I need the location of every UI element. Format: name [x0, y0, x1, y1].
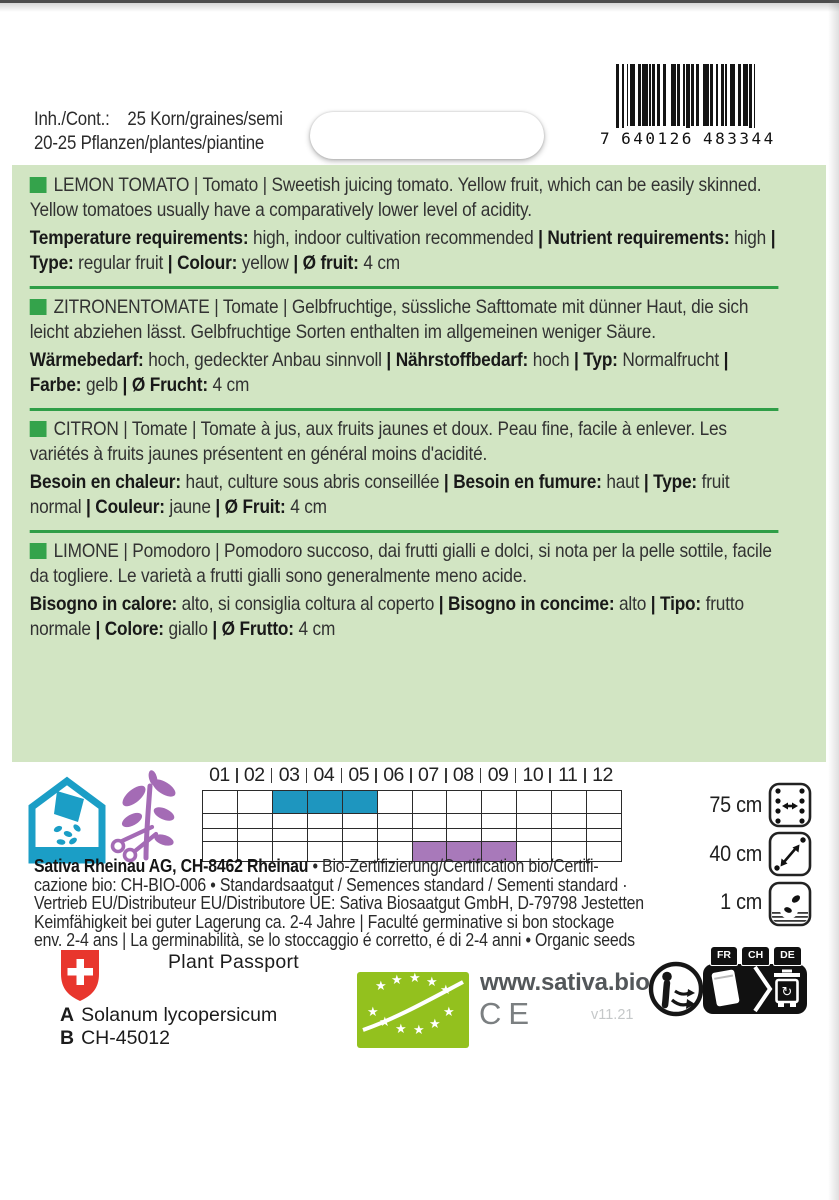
barcode-digits — [600, 128, 790, 148]
calendar-month-label: 06 — [376, 763, 411, 789]
ce-mark: CE — [479, 996, 537, 1031]
producer-line: Keimfähigkeit bei guter Lagerung ca. 2-4 Jahre | Faculté germinative si bon stockage — [34, 911, 615, 932]
calendar-month-label: 07 — [411, 763, 446, 789]
calendar-cell — [413, 791, 448, 813]
calendar-cell — [552, 814, 587, 828]
producer-line: Sativa Rheinau AG, CH-8462 Rheinau • Bio-Zertifizierung/Certification bio/Certifi- — [34, 856, 599, 876]
calendar-cell — [308, 829, 343, 841]
calendar-month-label: 12 — [592, 764, 613, 786]
variety-block-it — [12, 539, 796, 642]
variety-block-de — [12, 295, 796, 398]
barcode — [600, 64, 790, 148]
calendar-cell — [482, 791, 517, 813]
calendar-cell — [238, 829, 273, 841]
calendar-month-label: 04 — [306, 763, 341, 789]
calendar-cell — [413, 814, 448, 828]
website-url: www.sativa.bio — [480, 969, 650, 996]
recycling-badge — [703, 946, 811, 1014]
recycling-badge-body — [703, 964, 807, 1014]
calendar-month-label: 10 — [515, 763, 550, 789]
swiss-cross-shield-icon — [59, 948, 101, 1004]
producer-line: env. 2-4 ans | La germinabilità, se lo stoccaggio é corretto, é di 2-4 anni • Organic seeds — [34, 930, 635, 951]
calendar-month-label: 11 — [550, 763, 585, 789]
calendar-cell — [482, 814, 517, 828]
calendar-cell — [273, 814, 308, 828]
separator-line — [30, 530, 779, 533]
sowing-depth-label: 1 cm — [720, 889, 762, 914]
calendar-cell — [308, 791, 343, 813]
variety-specs: Besoin en chaleur: haut, culture sous abris conseillée | Besoin en fumure: haut | Type: fruit normal | Couleur: jaune | Ø Fruit: 4 cm — [29, 471, 730, 518]
row-spacing-icon — [768, 782, 812, 828]
calendar-cell — [378, 814, 413, 828]
calendar-cell — [203, 791, 238, 813]
recycling-country-tab: CH — [741, 946, 770, 966]
plant-spacing-label: 40 cm — [709, 841, 762, 866]
content-label: Inh./Cont.: — [34, 109, 110, 130]
producer-info — [34, 857, 685, 950]
calendar-cell — [517, 791, 552, 813]
green-square-bullet-icon — [30, 421, 47, 438]
barcode-bars — [616, 64, 790, 136]
calendar-cell — [552, 791, 587, 813]
calendar-cell — [273, 791, 308, 813]
separator-line — [30, 408, 779, 411]
calendar-cell — [552, 829, 587, 841]
calendar-row-sowing-protected — [203, 791, 621, 814]
recycling-country-tabs — [703, 946, 811, 966]
content-info — [34, 108, 335, 156]
variety-block-fr — [12, 417, 796, 520]
barcode-digit-group: 640126 — [621, 129, 694, 148]
green-square-bullet-icon — [30, 543, 47, 560]
calendar-cell — [378, 791, 413, 813]
separator-line — [30, 286, 779, 289]
photo-right-edge — [828, 0, 839, 1200]
calendar-cell — [587, 814, 621, 828]
calendar-cell — [517, 814, 552, 828]
calendar-cell — [413, 829, 448, 841]
passport-b-value: CH-45012 — [81, 1027, 170, 1049]
calendar-month-label: 08 — [446, 763, 481, 789]
version-number: v11.21 — [591, 1007, 634, 1023]
sowing-greenhouse-icon — [27, 776, 107, 864]
green-square-bullet-icon — [30, 299, 47, 316]
calendar-row-sowing-outdoor — [203, 814, 621, 829]
calendar-cell — [587, 829, 621, 841]
calendar-cell — [203, 829, 238, 841]
row-spacing-label: 75 cm — [709, 792, 762, 817]
passport-a-label: A — [60, 1004, 75, 1026]
content-line-1 — [34, 108, 335, 132]
calendar-month-label: 01 — [202, 763, 237, 789]
calendar-row-planting — [203, 829, 621, 842]
variety-intro: ZITRONENTOMATE | Tomate | Gelbfruchtige, süssliche Safttomate mit dünner Haut, die sich leicht abziehen lässt. Gelbfruchtige Sorten enthalten im allgemeinen weniger Säure. — [29, 296, 749, 343]
barcode-digit-group: 7 — [600, 129, 613, 148]
recycling-country-tab: DE — [773, 946, 802, 966]
plant-spacing-icon — [768, 831, 812, 877]
eu-organic-logo: ★ ★ ★ ★ ★ ★ ★ ★ ★ ★ ★ — [357, 972, 469, 1048]
calendar-month-header — [202, 763, 620, 789]
producer-line: cazione bio: CH-BIO-006 • Standardsaatgut / Semences standard / Sementi standard · — [34, 874, 628, 895]
calendar-month-label: 05 — [341, 763, 376, 789]
calendar-month-label: 03 — [272, 763, 307, 789]
variety-specs: Bisogno in calore: alto, si consiglia coltura al coperto | Bisogno in concime: alto | Tipo: frutto normale | Colore: giallo | Ø Frutto: 4 cm — [29, 593, 744, 640]
content-line-2: 20-25 Pflanzen/plantes/piantine — [34, 133, 265, 154]
calendar-cell — [343, 829, 378, 841]
calendar-cell — [273, 829, 308, 841]
calendar-cell — [587, 791, 621, 813]
calendar-cell — [203, 814, 238, 828]
calendar-cell — [447, 791, 482, 813]
calendar-cell — [238, 791, 273, 813]
calendar-cell — [343, 814, 378, 828]
calendar-cell — [482, 829, 517, 841]
variety-specs: Temperature requirements: high, indoor cultivation recommended | Nutrient requirements: high | Type: regular fruit | Colour: yellow | Ø fruit: 4 cm — [29, 227, 776, 274]
passport-code-line — [60, 1027, 170, 1050]
content-amount: 25 Korn/graines/semi — [127, 109, 283, 130]
photo-top-shadow — [0, 3, 839, 12]
sowing-calendar-grid — [202, 790, 622, 862]
passport-b-label: B — [60, 1027, 75, 1049]
variety-intro: LEMON TOMATO | Tomato | Sweetish juicing tomato. Yellow fruit, which can be easily skinned. Yellow tomatoes usually have a comparatively lower level of acidity. — [29, 174, 762, 221]
description-panel — [12, 165, 826, 762]
calendar-cell — [378, 829, 413, 841]
calendar-cell — [447, 814, 482, 828]
svg-text:↻: ↻ — [781, 984, 793, 1000]
calendar-cell — [447, 829, 482, 841]
producer-line: Vertrieb EU/Distributeur EU/Distributore UE: Sativa Biosaatgut GmbH, D-79798 Jestetten — [34, 893, 644, 914]
hang-tab — [310, 112, 544, 159]
barcode-digit-group: 483344 — [702, 129, 776, 148]
variety-intro: CITRON | Tomate | Tomate à jus, aux fruits jaunes et doux. Peau fine, facile à enlever. Les variétés à fruits jaunes présentent en général moins d'acidité. — [29, 418, 727, 465]
plant-passport-title: Plant Passport — [168, 951, 300, 973]
calendar-cell — [238, 814, 273, 828]
recycling-bin-icon — [770, 968, 804, 1010]
variety-intro: LIMONE | Pomodoro | Pomodoro succoso, dai frutti gialli e dolci, si nota per la pelle sottile, facile da togliere. Le varietà a frutti gialli sono generalmente meno acide. — [29, 540, 772, 587]
variety-specs: Wärmebedarf: hoch, gedeckter Anbau sinnvoll | Nährstoffbedarf: hoch | Typ: Normalfrucht | Farbe: gelb | Ø Frucht: 4 cm — [29, 349, 729, 396]
passport-species-line — [60, 1004, 277, 1027]
calendar-cell — [517, 829, 552, 841]
calendar-cell — [343, 791, 378, 813]
calendar-month-label: 09 — [481, 763, 516, 789]
recycling-country-tab: FR — [710, 946, 738, 966]
sowing-depth-icon — [768, 881, 812, 927]
variety-block-en — [12, 173, 796, 276]
harvest-scissors-icon — [104, 770, 182, 864]
green-square-bullet-icon — [30, 177, 47, 194]
language-blocks — [12, 165, 796, 642]
calendar-month-label: 02 — [237, 763, 272, 789]
passport-a-value: Solanum lycopersicum — [81, 1004, 278, 1026]
triman-recycling-icon — [647, 960, 705, 1018]
calendar-cell — [308, 814, 343, 828]
